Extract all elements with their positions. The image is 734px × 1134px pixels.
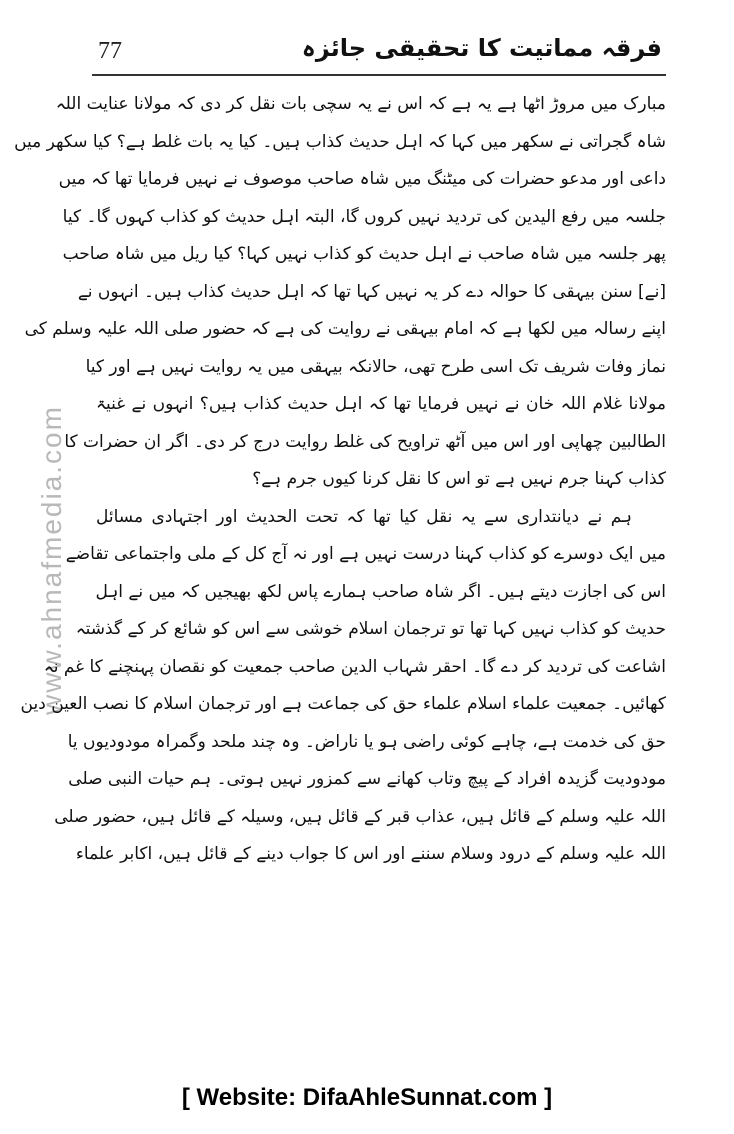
text-line: کھائیں۔ جمعیت علماء اسلام علماء حق کی جماعت ہے اور ترجمان اسلام کا نصب العین دین <box>20 694 666 714</box>
text-line: جلسہ میں رفع الیدین کی تردید نہیں کروں گا، البتہ اہل حدیث کو کذاب کہوں گا۔ کیا <box>62 206 666 227</box>
text-line: اشاعت کی تردید کر دے گا۔ احقر شہاب الدین صاحب جمعیت کو نقصان پہنچنے کا غم نہ <box>43 656 666 677</box>
text-line: پھر جلسہ میں شاہ صاحب نے اہل حدیث کو کذاب نہیں کہا؟ کیا ریل میں شاہ صاحب <box>62 244 666 264</box>
text-line: مولانا غلام اللہ خان نے نہیں فرمایا تھا کہ اہل حدیث کذاب ہیں؟ انہوں نے غنیۃ <box>96 394 666 414</box>
text-line: ہم نے دیانتداری سے یہ نقل کیا تھا کہ تحت الحدیث اور اجتہادی مسائل <box>96 506 632 527</box>
watermark-text: www.ahnafmedia.com <box>36 405 67 715</box>
text-line: حق کی خدمت ہے، چاہے کوئی راضی ہو یا ناراض۔ وہ چند ملحد وگمراہ مودودیوں یا <box>67 731 666 752</box>
text-line: [نے] سنن بیہقی کا حوالہ دے کر یہ نہیں کہا تھا کہ اہل حدیث کذاب ہیں۔ انہوں نے <box>77 281 666 302</box>
text-line: اپنے رسالہ میں لکھا ہے کہ امام بیہقی نے روایت کی ہے کہ حضور صلی اللہ علیہ وسلم کی <box>24 319 666 339</box>
text-line: داعی اور مدعو حضرات کی میٹنگ میں شاہ صاحب موصوف نے نہیں فرمایا تھا کہ میں <box>58 169 666 189</box>
website-footer: [ Website: DifaAhleSunnat.com ] <box>181 1084 553 1111</box>
text-line: اس کی اجازت دیتے ہیں۔ اگر شاہ صاحب ہمارے پاس لکھ بھیجیں کہ میں نے اہل <box>95 581 666 602</box>
text-line: مبارک میں مروڑ اٹھا ہے یہ ہے کہ اس نے یہ سچی بات نقل کر دی کہ مولانا عنایت اللہ <box>55 94 666 114</box>
text-line: مودودیت گزیدہ افراد کے پیچ وتاب کھانے سے کمزور نہیں ہوتی۔ ہم حیات النبی صلی <box>68 769 666 789</box>
text-line: کذاب کہنا جرم نہیں ہے تو اس کا نقل کرنا کیوں جرم ہے؟ <box>252 469 666 489</box>
text-line: اللہ علیہ وسلم کے قائل ہیں، عذاب قبر کے قائل ہیں، وسیلہ کے قائل ہیں، حضور صلی <box>54 806 666 827</box>
header-rule <box>92 74 666 76</box>
text-line: نماز وفات شریف تک اسی طرح تھی، حالانکہ بیہقی میں یہ روایت نہیں ہے اور کیا <box>85 356 666 377</box>
text-line: اللہ علیہ وسلم کے درود وسلام سننے اور اس کا جواب دینے کے قائل ہیں، اکابر علماء <box>75 844 666 864</box>
book-title: فرقہ مماتیت کا تحقیقی جائزہ <box>301 34 662 62</box>
text-line: میں ایک دوسرے کو کذاب کہنا درست نہیں ہے اور نہ آج کل کے ملی واجتماعی تقاضے <box>65 544 666 564</box>
text-line: الطالبین چھاپی اور اس میں آٹھ تراویح کی غلط روایت درج کر دی۔ اگر ان حضرات کا <box>64 431 666 452</box>
text-line: شاہ گجراتی نے سکھر میں کہا کہ اہل حدیث کذاب ہیں۔ کیا یہ بات غلط ہے؟ کیا سکھر میں <box>14 131 666 152</box>
page-number: 77 <box>98 38 122 64</box>
text-line: حدیث کو کذاب نہیں کہا تھا تو ترجمان اسلام خوشی سے اس کو شائع کر کے گذشتہ <box>75 619 666 639</box>
